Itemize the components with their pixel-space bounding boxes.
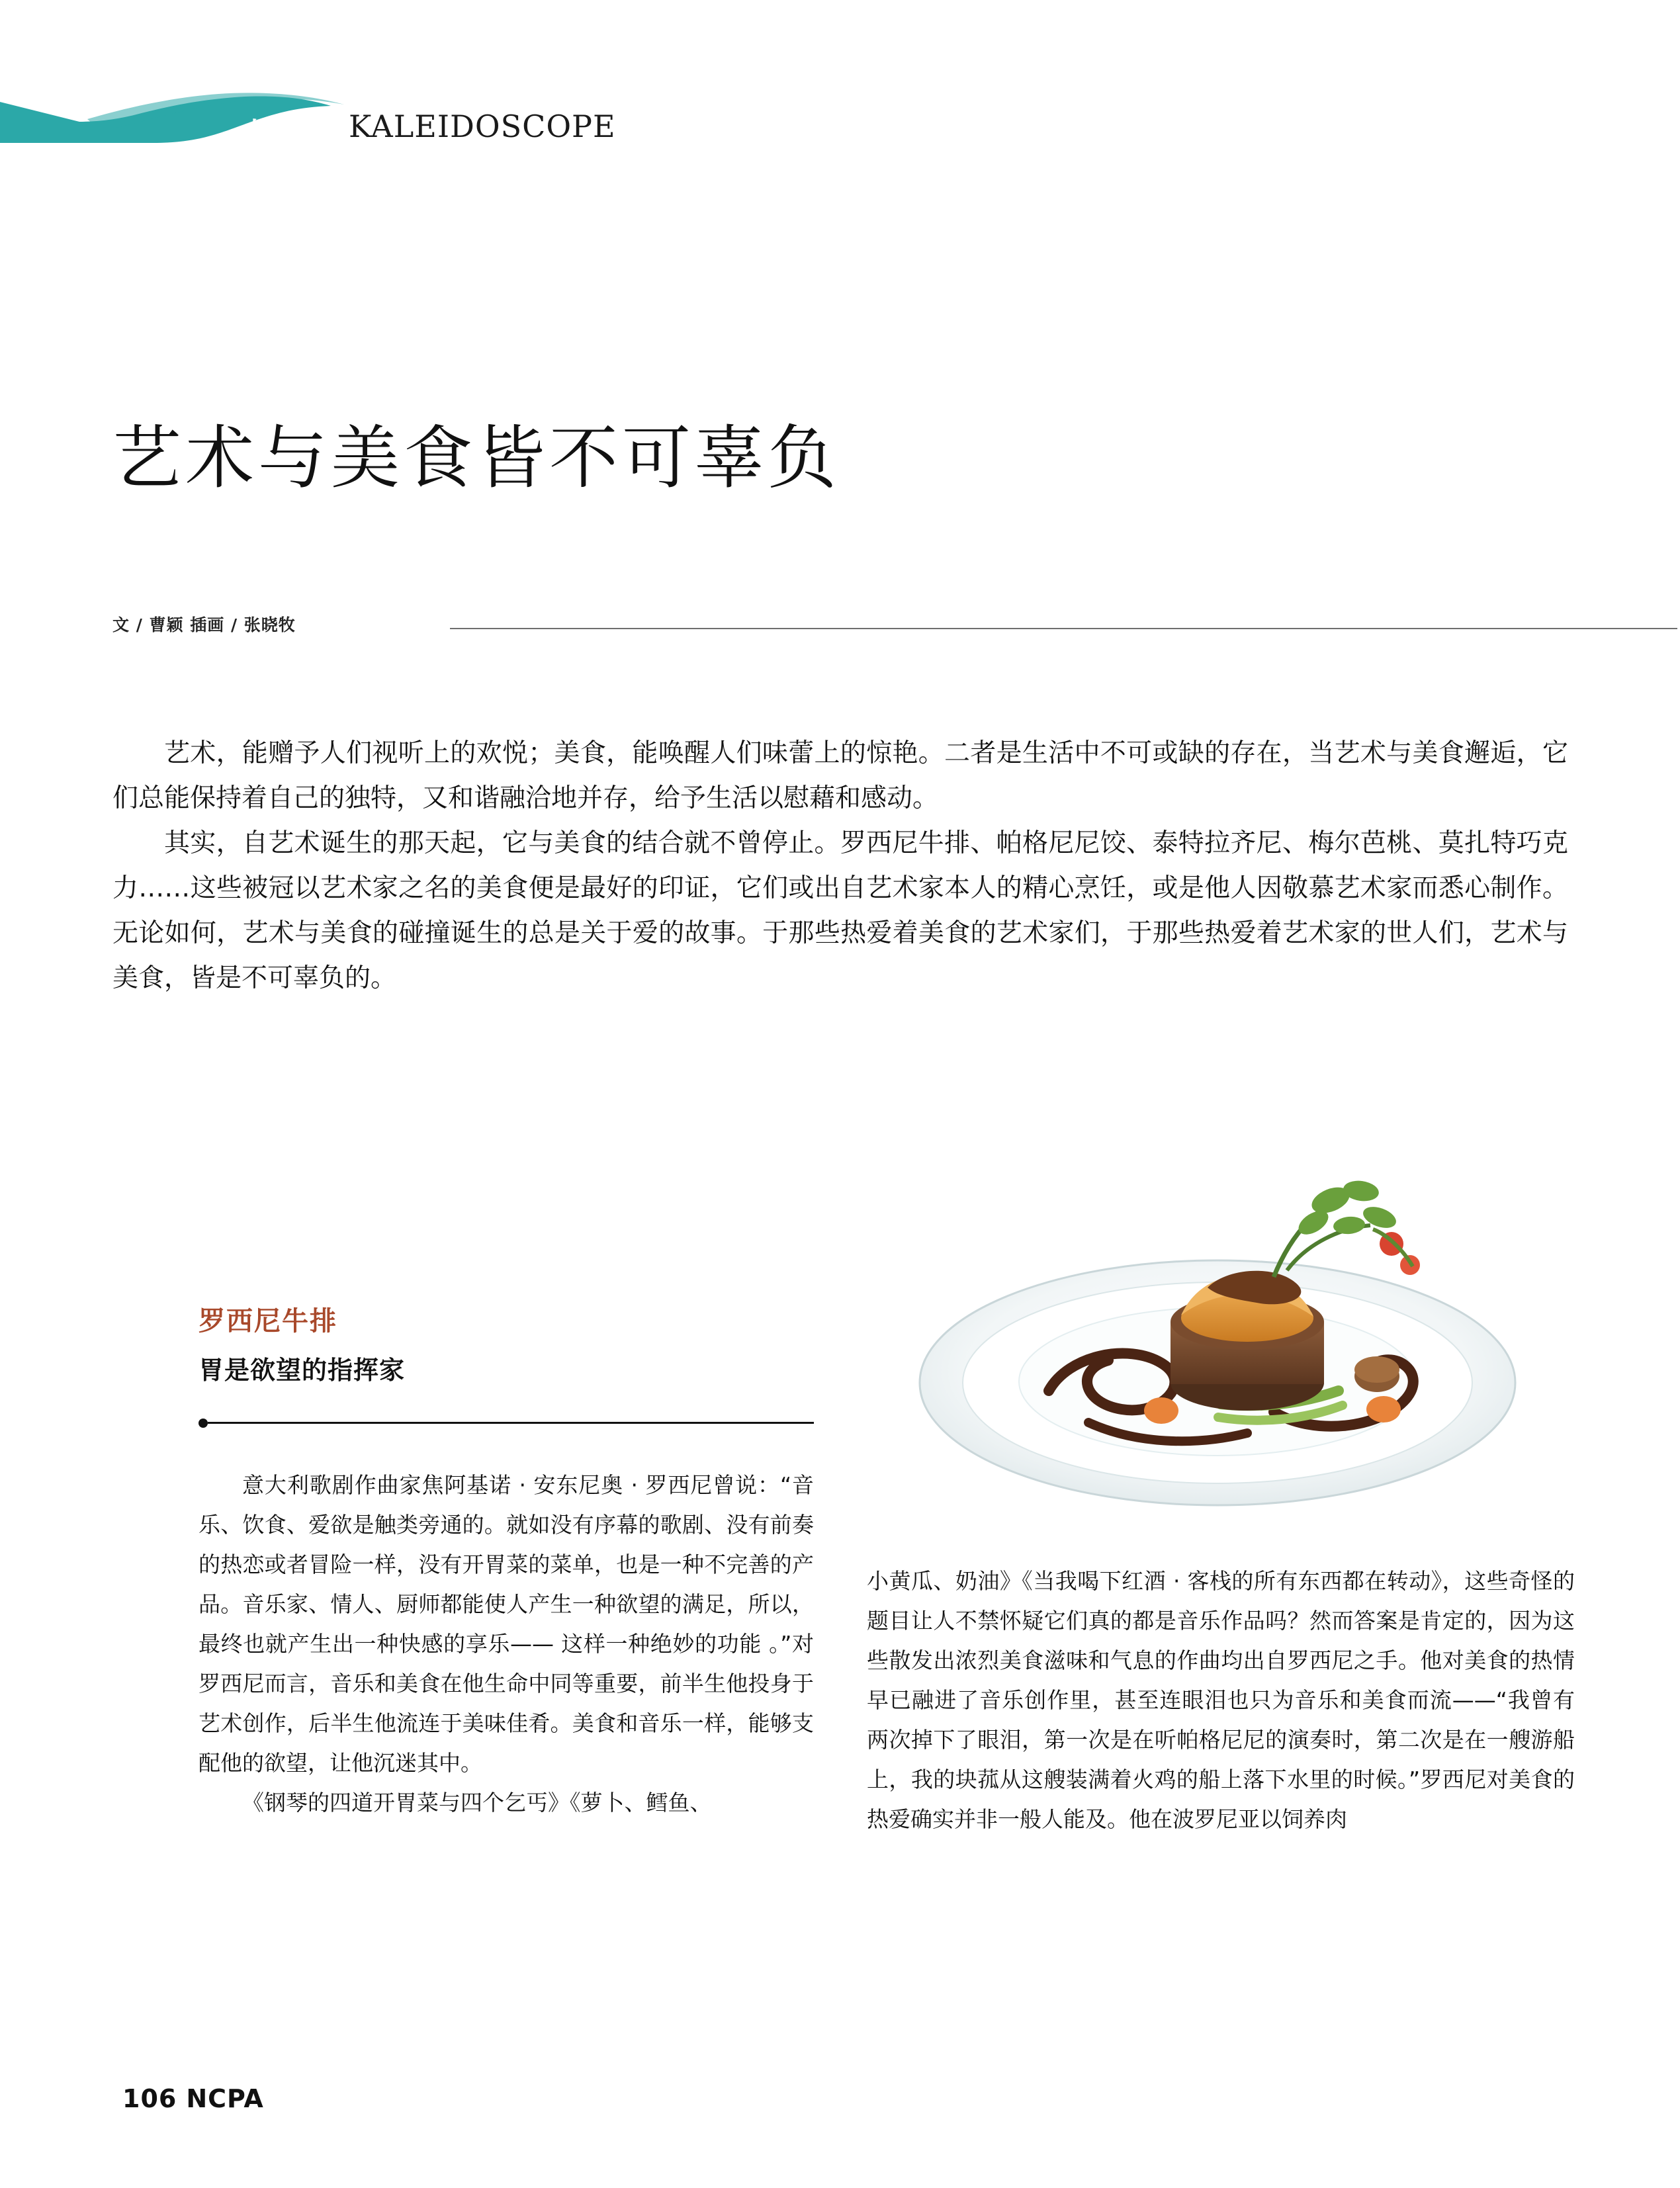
section-rule-dot [199,1419,208,1428]
section-heading [199,1300,814,1386]
intro-text [112,731,1568,1001]
page-number: 106 [122,2084,177,2113]
page-footer [122,2084,264,2113]
section-dish-subtitle: 胃是欲望的指挥家 [199,1356,406,1385]
section-rule-line [208,1422,814,1424]
page-title: 艺术与美食皆不可辜负 [112,417,841,498]
section-dish-name: 罗西尼牛排 [199,1306,337,1336]
section-rule [199,1416,814,1429]
right-paragraph-1: 小黄瓜、奶油》《当我喝下红酒 · 客栈的所有东西都在转动》，这些奇怪的题目让人不禁怀疑它们真的都是音乐作品吗？然而答案是肯定的，因为这些散发出浓烈美食滋味和气息的作曲均出自罗西尼之手。他对美食的热情早已融进了音乐创作里，甚至连眼泪也只为音乐和美食而流——“我曾有两次掉下了眼泪，第一次是在听帕格尼尼的演奏时，第二次是在一艘游船上，我的块菰从这艘装满着火鸡的船上落下水里的时候。”罗西尼对美食的热爱确实并非一般人能及。他在波罗尼亚以饲养肉 [867,1568,1575,1832]
page-header [0,0,1680,179]
byline-divider [450,628,1677,629]
header-kaleidoscope-label: KALEIDOSCOPE [349,109,616,144]
left-paragraph-1: 意大利歌剧作曲家焦阿基诺 · 安东尼奥 · 罗西尼曾说：“音乐、饮食、爱欲是触类旁通的。就如没有序幕的歌剧、没有前奏的热恋或者冒险一样，没有开胃菜的菜单，也是一种不完善的产品。音乐家、情人、厨师都能使人产生一种欲望的满足，所以，最终也就产生出一种快感的享乐—— 这样一种绝妙的功能 。”对罗西尼而言，音乐和美食在他生命中同等重要，前半生他投身于艺术创作，后半生他流连于美味佳肴。美食和音乐一样，能够支配他的欲望，让他沉迷其中。 [199,1472,814,1776]
header-swoosh-shape [0,93,371,152]
byline-text: 文 / 曹颖 插画 / 张晓牧 [112,615,296,635]
body-column-right [867,1561,1575,1839]
publication-name: NCPA [186,2084,264,2113]
intro-paragraph-1: 艺术，能赠予人们视听上的欢悦；美食，能唤醒人们味蕾上的惊艳。二者是生活中不可或缺的存在，当艺术与美食邂逅，它们总能保持着自己的独特，又和谐融洽地并存，给予生活以慰藉和感动。 [112,738,1568,813]
rossini-steak-illustration [850,1145,1585,1542]
left-paragraph-2: 《钢琴的四道开胃菜与四个乞丐》《萝卜、鳕鱼、 [242,1790,712,1816]
body-column-left [199,1466,814,1823]
byline [112,612,1571,638]
intro-paragraph-2: 其实，自艺术诞生的那天起，它与美食的结合就不曾停止。罗西尼牛排、帕格尼尼饺、泰特拉齐尼、梅尔芭桃、莫扎特巧克力……这些被冠以艺术家之名的美食便是最好的印证，它们或出自艺术家本人的精心烹饪，或是他人因敬慕艺术家而悉心制作。无论如何，艺术与美食的碰撞诞生的总是关于爱的故事。于那些热爱着美食的艺术家们，于那些热爱着艺术家的世人们，艺术与美食，皆是不可辜负的。 [112,828,1568,993]
header-section-tag: 趣览 [248,117,302,146]
